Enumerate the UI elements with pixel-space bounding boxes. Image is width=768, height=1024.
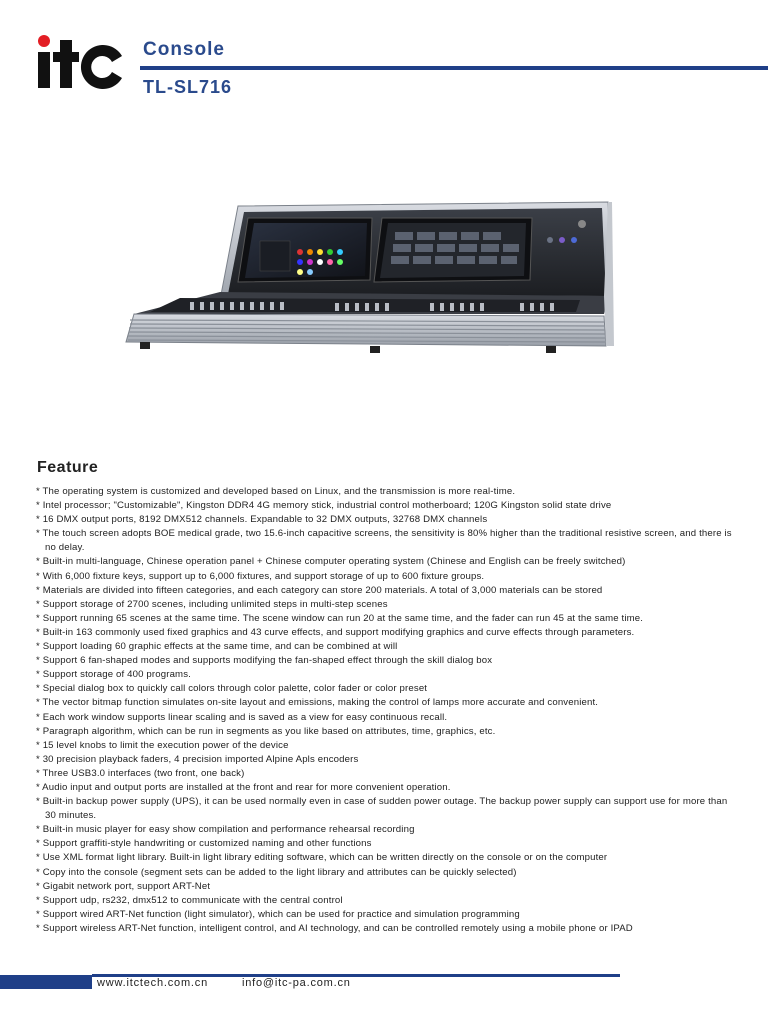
feature-item: * Copy into the console (segment sets can be added to the light library and attributes can be quickly selected)	[36, 866, 517, 878]
itc-logo	[36, 34, 126, 90]
feature-item: * Support graffiti-style handwriting or customized naming and other functions	[36, 838, 372, 850]
feature-list	[36, 485, 736, 936]
feature-item: * Support wired ART-Net function (light simulator), which can be used for practice and simulation programming	[36, 908, 520, 920]
feature-item: * Support udp, rs232, dmx512 to communicate with the central control	[36, 894, 343, 906]
feature-heading: Feature	[37, 459, 99, 476]
header-rule	[140, 66, 768, 70]
footer-accent-bar	[0, 975, 92, 989]
feature-item: * The vector bitmap function simulates on-site layout and emissions, making the control of lamps more accurate and convenient.	[36, 697, 599, 709]
feature-item: * 16 DMX output ports, 8192 DMX512 channels. Expandable to 32 DMX outputs, 32768 DMX channels	[36, 514, 488, 526]
document-title: Console	[143, 39, 225, 60]
feature-item: * Support storage of 2700 scenes, including unlimited steps in multi-step scenes	[36, 598, 388, 610]
feature-item: * Gigabit network port, support ART-Net	[36, 880, 211, 892]
feature-item: * Built-in 163 commonly used fixed graphics and 43 curve effects, and support modifying graphics and curve effects through parameters.	[36, 626, 635, 638]
lighting-console-image	[120, 196, 620, 361]
feature-item: * Support storage of 400 programs.	[36, 669, 191, 681]
footer-email-link[interactable]: info@itc-pa.com.cn	[242, 977, 351, 989]
feature-item: * Intel processor; "Customizable", Kingston DDR4 4G memory stick, industrial control motherboard; 120G Kingston solid state drive	[36, 500, 612, 512]
feature-item: * Materials are divided into fifteen categories, and each category can store 200 materials. A total of 3,000 materials can be stored	[36, 584, 603, 596]
feature-item: * Special dialog box to quickly call colors through color palette, color fader or color preset	[36, 683, 428, 695]
model-number: TL-SL716	[143, 77, 233, 97]
feature-item: * Support running 65 scenes at the same time. The scene window can run 20 at the same time, and the fader can run 45 at the same time.	[36, 612, 644, 624]
feature-item: * 30 precision playback faders, 4 precision imported Alpine Apls encoders	[36, 753, 359, 765]
feature-item: * Support wireless ART-Net function, intelligent control, and AI technology, and can be controlled remotely using a mobile phone or IPAD	[36, 922, 633, 934]
feature-item: * Support loading 60 graphic effects at the same time, and can be combined at will	[36, 641, 398, 653]
feature-item: * Audio input and output ports are installed at the front and rear for more convenient operation.	[36, 781, 451, 793]
feature-item: * Built-in backup power supply (UPS), it can be used normally even in case of sudden power outage. The backup power supply can support use for more than 30 minutes.	[36, 796, 728, 822]
feature-item: * Paragraph algorithm, which can be run in segments as you like based on attributes, time, graphics, etc.	[36, 725, 496, 737]
footer-website-link[interactable]: www.itctech.com.cn	[97, 977, 208, 989]
feature-item: * 15 level knobs to limit the execution power of the device	[36, 739, 289, 751]
feature-item: * The operating system is customized and developed based on Linux, and the transmission is more real-time.	[36, 486, 516, 497]
feature-item: * Support 6 fan-shaped modes and supports modifying the fan-shaped effect through the skill dialog box	[36, 655, 493, 667]
feature-item: * The touch screen adopts BOE medical grade, two 15.6-inch capacitive screens, the sensitivity is 80% higher than the traditional resistive screen, and there is no delay.	[36, 528, 732, 554]
feature-item: * With 6,000 fixture keys, support up to 6,000 fixtures, and support storage of up to 600 fixture groups.	[36, 570, 485, 582]
feature-item: * Each work window supports linear scaling and is saved as a view for easy continuous recall.	[36, 711, 448, 723]
feature-item: * Use XML format light library. Built-in light library editing software, which can be written directly on the console or on the computer	[36, 852, 608, 864]
feature-item: * Built-in multi-language, Chinese operation panel + Chinese computer operating system (Chinese and English can be freely switched)	[36, 556, 626, 568]
feature-item: * Built-in music player for easy show compilation and performance rehearsal recording	[36, 824, 415, 836]
feature-item: * Three USB3.0 interfaces (two front, one back)	[36, 767, 245, 779]
